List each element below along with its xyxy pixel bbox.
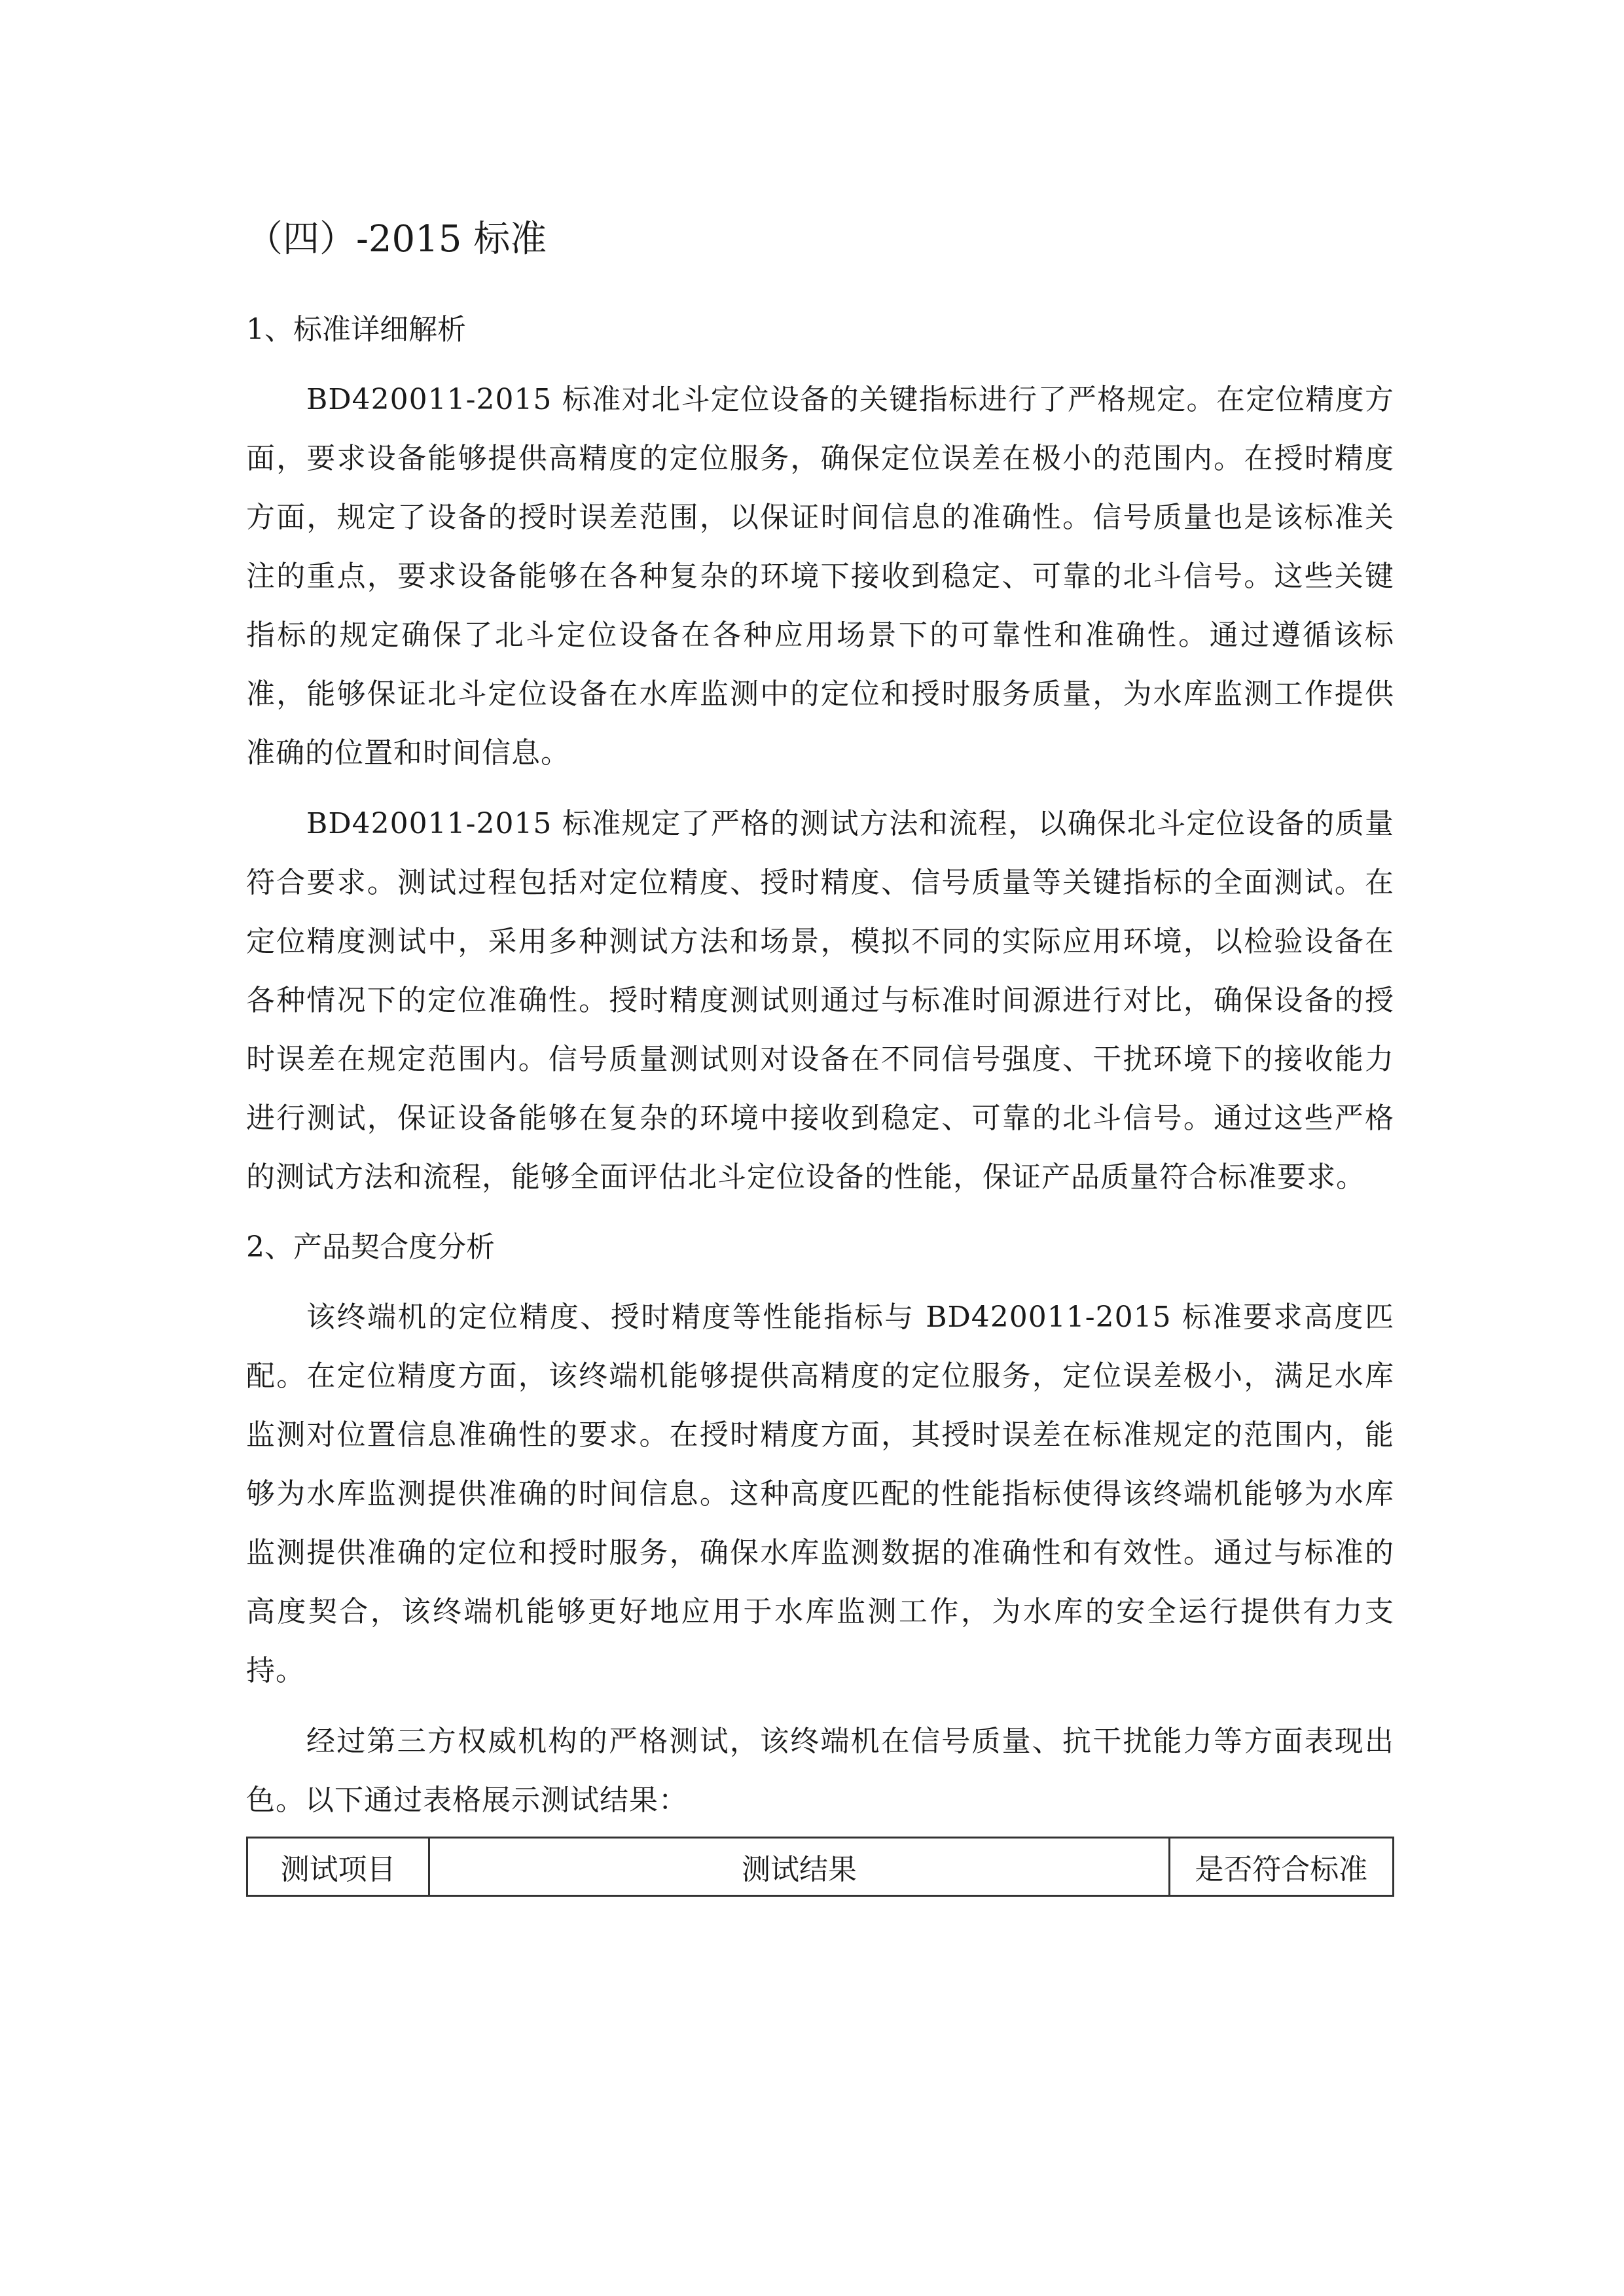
table-header-compliance: 是否符合标准 <box>1169 1838 1393 1896</box>
subsection-heading-standard-analysis: 1、标准详细解析 <box>246 313 466 346</box>
table-header-test-result: 测试结果 <box>429 1838 1169 1896</box>
section-heading: （四）-2015 标准 <box>246 218 547 260</box>
paragraph-standard-testing: BD420011-2015 标准规定了严格的测试方法和流程，以确保北斗定位设备的质量符合要求。测试过程包括对定位精度、授时精度、信号质量等关键指标的全面测试。在定位精度测试中，采用多种测试方法和场景，模拟不同的实际应用环境，以检验设备在各种情况下的定位准确性。授时精度测试则通过与标准时间源进行对比，确保设备的授时误差在规定范围内。信号质量测试则对设备在不同信号强度、干扰环境下的接收能力进行测试，保证设备能够在复杂的环境中接收到稳定、可靠的北斗信号。通过这些严格的测试方法和流程，能够全面评估北斗定位设备的性能，保证产品质量符合标准要求。 <box>246 807 1394 1194</box>
subsection-heading-product-fit: 2、产品契合度分析 <box>246 1230 495 1264</box>
paragraph-product-fit: 该终端机的定位精度、授时精度等性能指标与 BD420011-2015 标准要求高度匹配。在定位精度方面，该终端机能够提供高精度的定位服务，定位误差极小，满足水库监测对位置信息准确性的要求。在授时精度方面，其授时误差在标准规定的范围内，能够为水库监测提供准确的时间信息。这种高度匹配的性能指标使得该终端机能够为水库监测提供准确的定位和授时服务，确保水库监测数据的准确性和有效性。通过与标准的高度契合，该终端机能够更好地应用于水库监测工作，为水库的安全运行提供有力支持。 <box>246 1300 1394 1687</box>
paragraph-test-intro: 经过第三方权威机构的严格测试，该终端机在信号质量、抗干扰能力等方面表现出色。以下通过表格展示测试结果： <box>246 1725 1394 1817</box>
test-results-table <box>246 1837 1394 1897</box>
table-header-row <box>247 1838 1394 1896</box>
document-page <box>246 208 1394 1897</box>
paragraph-standard-indicators: BD420011-2015 标准对北斗定位设备的关键指标进行了严格规定。在定位精度方面，要求设备能够提供高精度的定位服务，确保定位误差在极小的范围内。在授时精度方面，规定了设备的授时误差范围，以保证时间信息的准确性。信号质量也是该标准关注的重点，要求设备能够在各种复杂的环境下接收到稳定、可靠的北斗信号。这些关键指标的规定确保了北斗定位设备在各种应用场景下的可靠性和准确性。通过遵循该标准，能够保证北斗定位设备在水库监测中的定位和授时服务质量，为水库监测工作提供准确的位置和时间信息。 <box>246 383 1394 770</box>
table-header-test-item: 测试项目 <box>247 1838 429 1896</box>
